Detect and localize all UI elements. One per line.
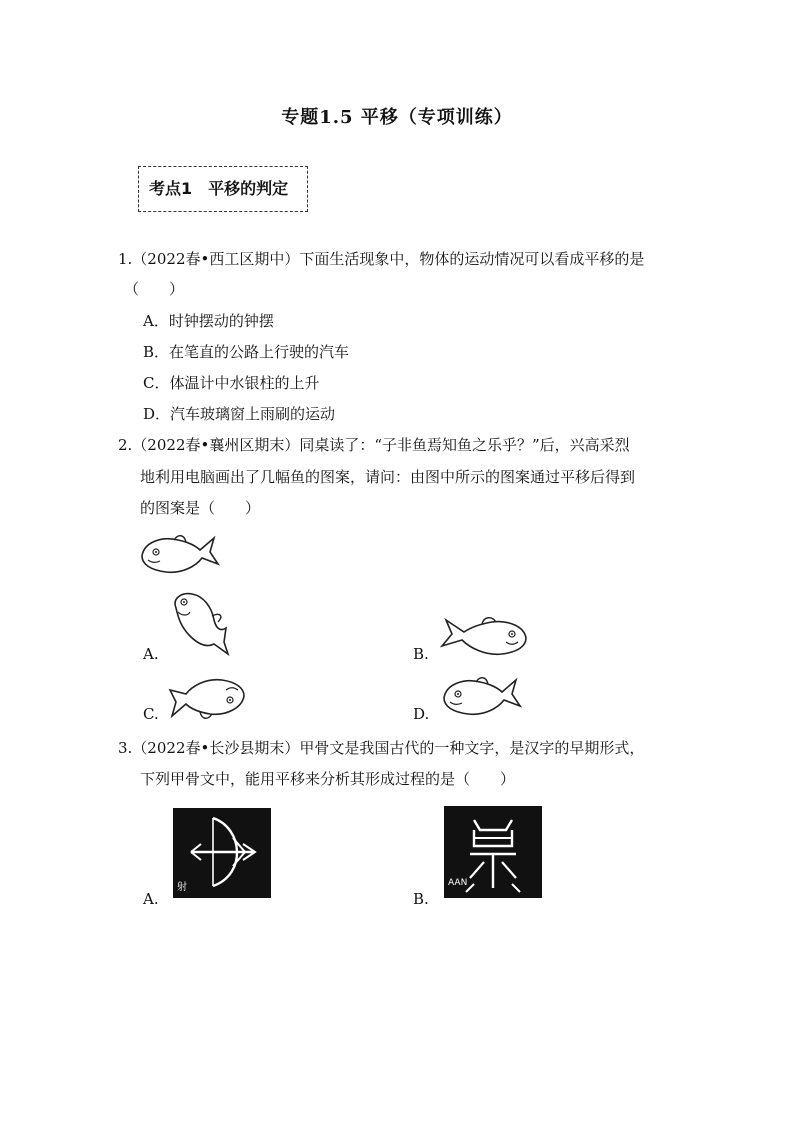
oracle-glyph-a-image: [173, 808, 271, 898]
question-1-text: 1.（2022春•西工区期中）下面生活现象中，物体的运动情况可以看成平移的是: [118, 250, 645, 268]
question-2-text-line3: 的图案是（ ）: [140, 499, 261, 517]
question-1-option-d: D．汽车玻璃窗上雨刷的运动: [143, 405, 336, 423]
fish-option-c-figure: [168, 676, 248, 720]
oracle-glyph-b-image: [444, 806, 542, 898]
question-3-option-a: A.: [143, 890, 159, 908]
question-3-option-b: B.: [413, 890, 429, 908]
question-2-option-c: C.: [143, 705, 159, 723]
question-2-option-a: A.: [143, 645, 159, 663]
question-1-option-b: B．在笔直的公路上行驶的汽车: [143, 343, 350, 361]
section-label: 考点1 平移的判定: [138, 166, 308, 212]
question-3-text-line1: 3.（2022春•长沙县期末）甲骨文是我国古代的一种文字，是汉字的早期形式，: [118, 739, 645, 757]
fish-option-d-figure: [440, 674, 522, 722]
page-title: 专题1.5 平移（专项训练）: [281, 107, 513, 128]
oracle-glyph-a-strokes: [173, 808, 271, 898]
fish-option-b-figure: [440, 614, 530, 660]
question-1-option-c: C．体温计中水银柱的上升: [143, 374, 320, 392]
question-2-option-d: D.: [413, 705, 430, 723]
oracle-glyph-b-caption: AAN: [448, 878, 468, 888]
question-3-text-line2: 下列甲骨文中，能用平移来分析其形成过程的是（ ）: [140, 770, 516, 788]
fish-option-a-figure: [168, 590, 232, 658]
question-2-text-line1: 2.（2022春•襄州区期末）同桌读了：“子非鱼焉知鱼之乐乎？”后，兴高采烈: [118, 436, 630, 454]
question-2-text-line2: 地利用电脑画出了几幅鱼的图案，请问：由图中所示的图案通过平移后得到: [140, 468, 636, 486]
oracle-glyph-a-caption: 射: [177, 882, 187, 893]
fish-original-figure: [138, 532, 220, 580]
question-1-option-a: A．时钟摆动的钟摆: [143, 312, 274, 330]
question-2-option-b: B.: [413, 645, 429, 663]
question-1-blank: （ ）: [124, 280, 185, 298]
